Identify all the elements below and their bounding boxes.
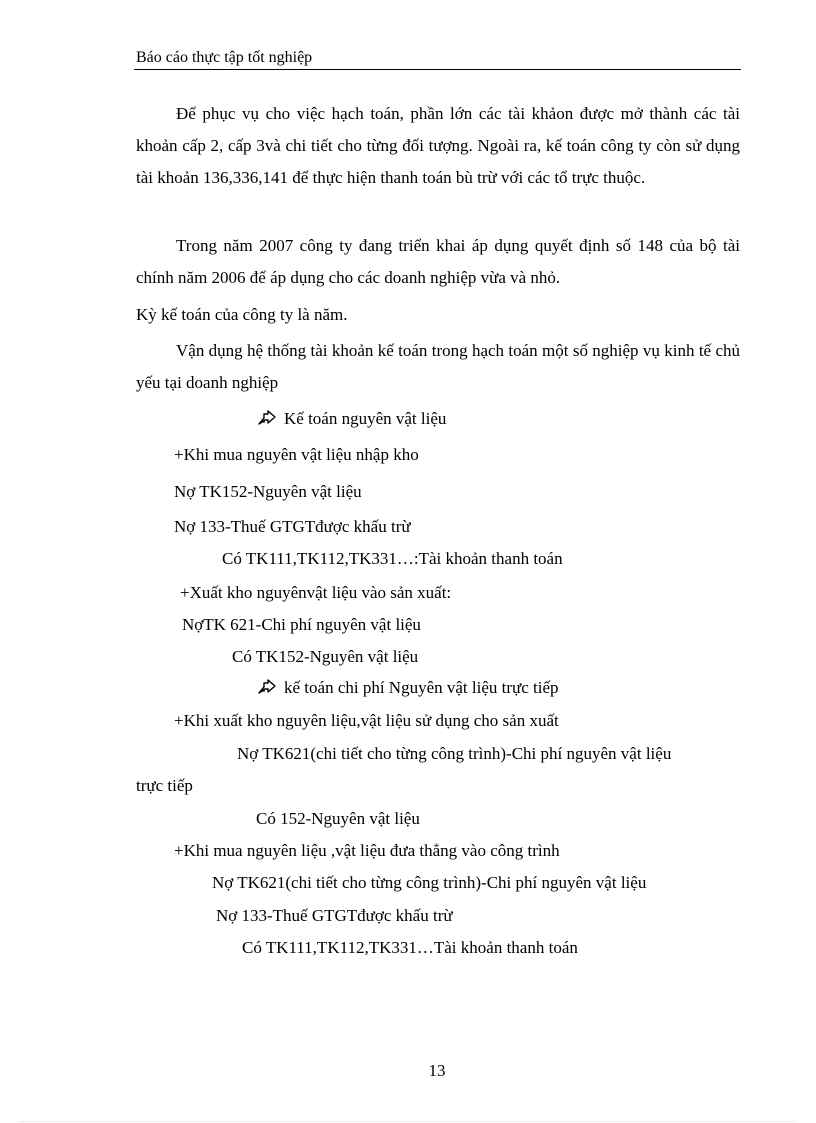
entry-line: +Khi xuất kho nguyên liệu,vật liệu sử dụng cho sản xuất <box>174 711 559 730</box>
section-heading-raw-materials <box>258 408 446 430</box>
entry-line: Nợ TK621(chi tiết cho từng công trình)-Chi phí nguyên vật liệu <box>212 873 647 892</box>
paragraph-accounting-period <box>136 299 740 331</box>
page-header-title: Báo cáo thực tập tốt nghiệp <box>136 49 313 66</box>
entry-line: +Xuất kho nguyênvật liệu vào sản xuất: <box>180 583 452 602</box>
paragraph-text: Để phục vụ cho việc hạch toán, phần lớn các tài khảon được mở thành các tài khoản cấp 2, cấp 3và chi tiết cho từng đối tượng. Ngoài ra, kế toán công ty còn sử dụng tài khoản 136,336,141 để thực hiện thanh toán bù trừ với các tổ trực thuộc. <box>136 104 740 187</box>
entry-line: Nợ 133-Thuế GTGTđược khấu trừ <box>174 517 411 536</box>
entry-line: Có 152-Nguyên vật liệu <box>256 809 420 828</box>
hand-pointing-right-icon <box>258 410 276 426</box>
hand-pointing-right-icon <box>258 679 276 695</box>
entry-line: Nợ TK621(chi tiết cho từng công trình)-Chi phí nguyên vật liệu <box>237 744 672 763</box>
paragraph-text: Vận dụng hệ thống tài khoản kế toán trong hạch toán một số nghiệp vụ kinh tế chủ yếu tại doanh nghiệp <box>136 341 740 392</box>
paragraph-text: Trong năm 2007 công ty đang triển khai áp dụng quyết định số 148 của bộ tài chính năm 2006 để áp dụng cho các doanh nghiệp vừa và nhỏ. <box>136 236 740 287</box>
entry-line: NợTK 621-Chi phí nguyên vật liệu <box>182 615 421 634</box>
entry-line: Có TK152-Nguyên vật liệu <box>232 647 419 666</box>
section-heading-direct-material-cost <box>258 677 559 699</box>
entry-line: Nợ 133-Thuế GTGTđược khấu trừ <box>216 906 453 925</box>
entry-line: +Khi mua nguyên vật liệu nhập kho <box>174 445 419 464</box>
entry-line: +Khi mua nguyên liệu ,vật liệu đưa thẳng vào công trình <box>174 841 560 860</box>
entry-line: Có TK111,TK112,TK331…:Tài khoản thanh toán <box>222 549 563 568</box>
entry-line: Nợ TK152-Nguyên vật liệu <box>174 482 362 501</box>
entry-line: trực tiếp <box>136 776 193 795</box>
paragraph-decision-148 <box>136 230 740 294</box>
page-bottom-border <box>20 1121 796 1122</box>
paragraph-application <box>136 335 740 399</box>
header-rule <box>134 69 741 70</box>
paragraph-accounts-detail <box>136 98 740 194</box>
section-heading-text: kế toán chi phí Nguyên vật liệu trực tiếp <box>284 678 559 697</box>
entry-line: Có TK111,TK112,TK331…Tài khoản thanh toán <box>242 938 578 957</box>
paragraph-text: Kỳ kế toán của công ty là năm. <box>136 305 348 324</box>
section-heading-text: Kế toán nguyên vật liệu <box>284 409 447 428</box>
page-number: 13 <box>428 1061 446 1080</box>
